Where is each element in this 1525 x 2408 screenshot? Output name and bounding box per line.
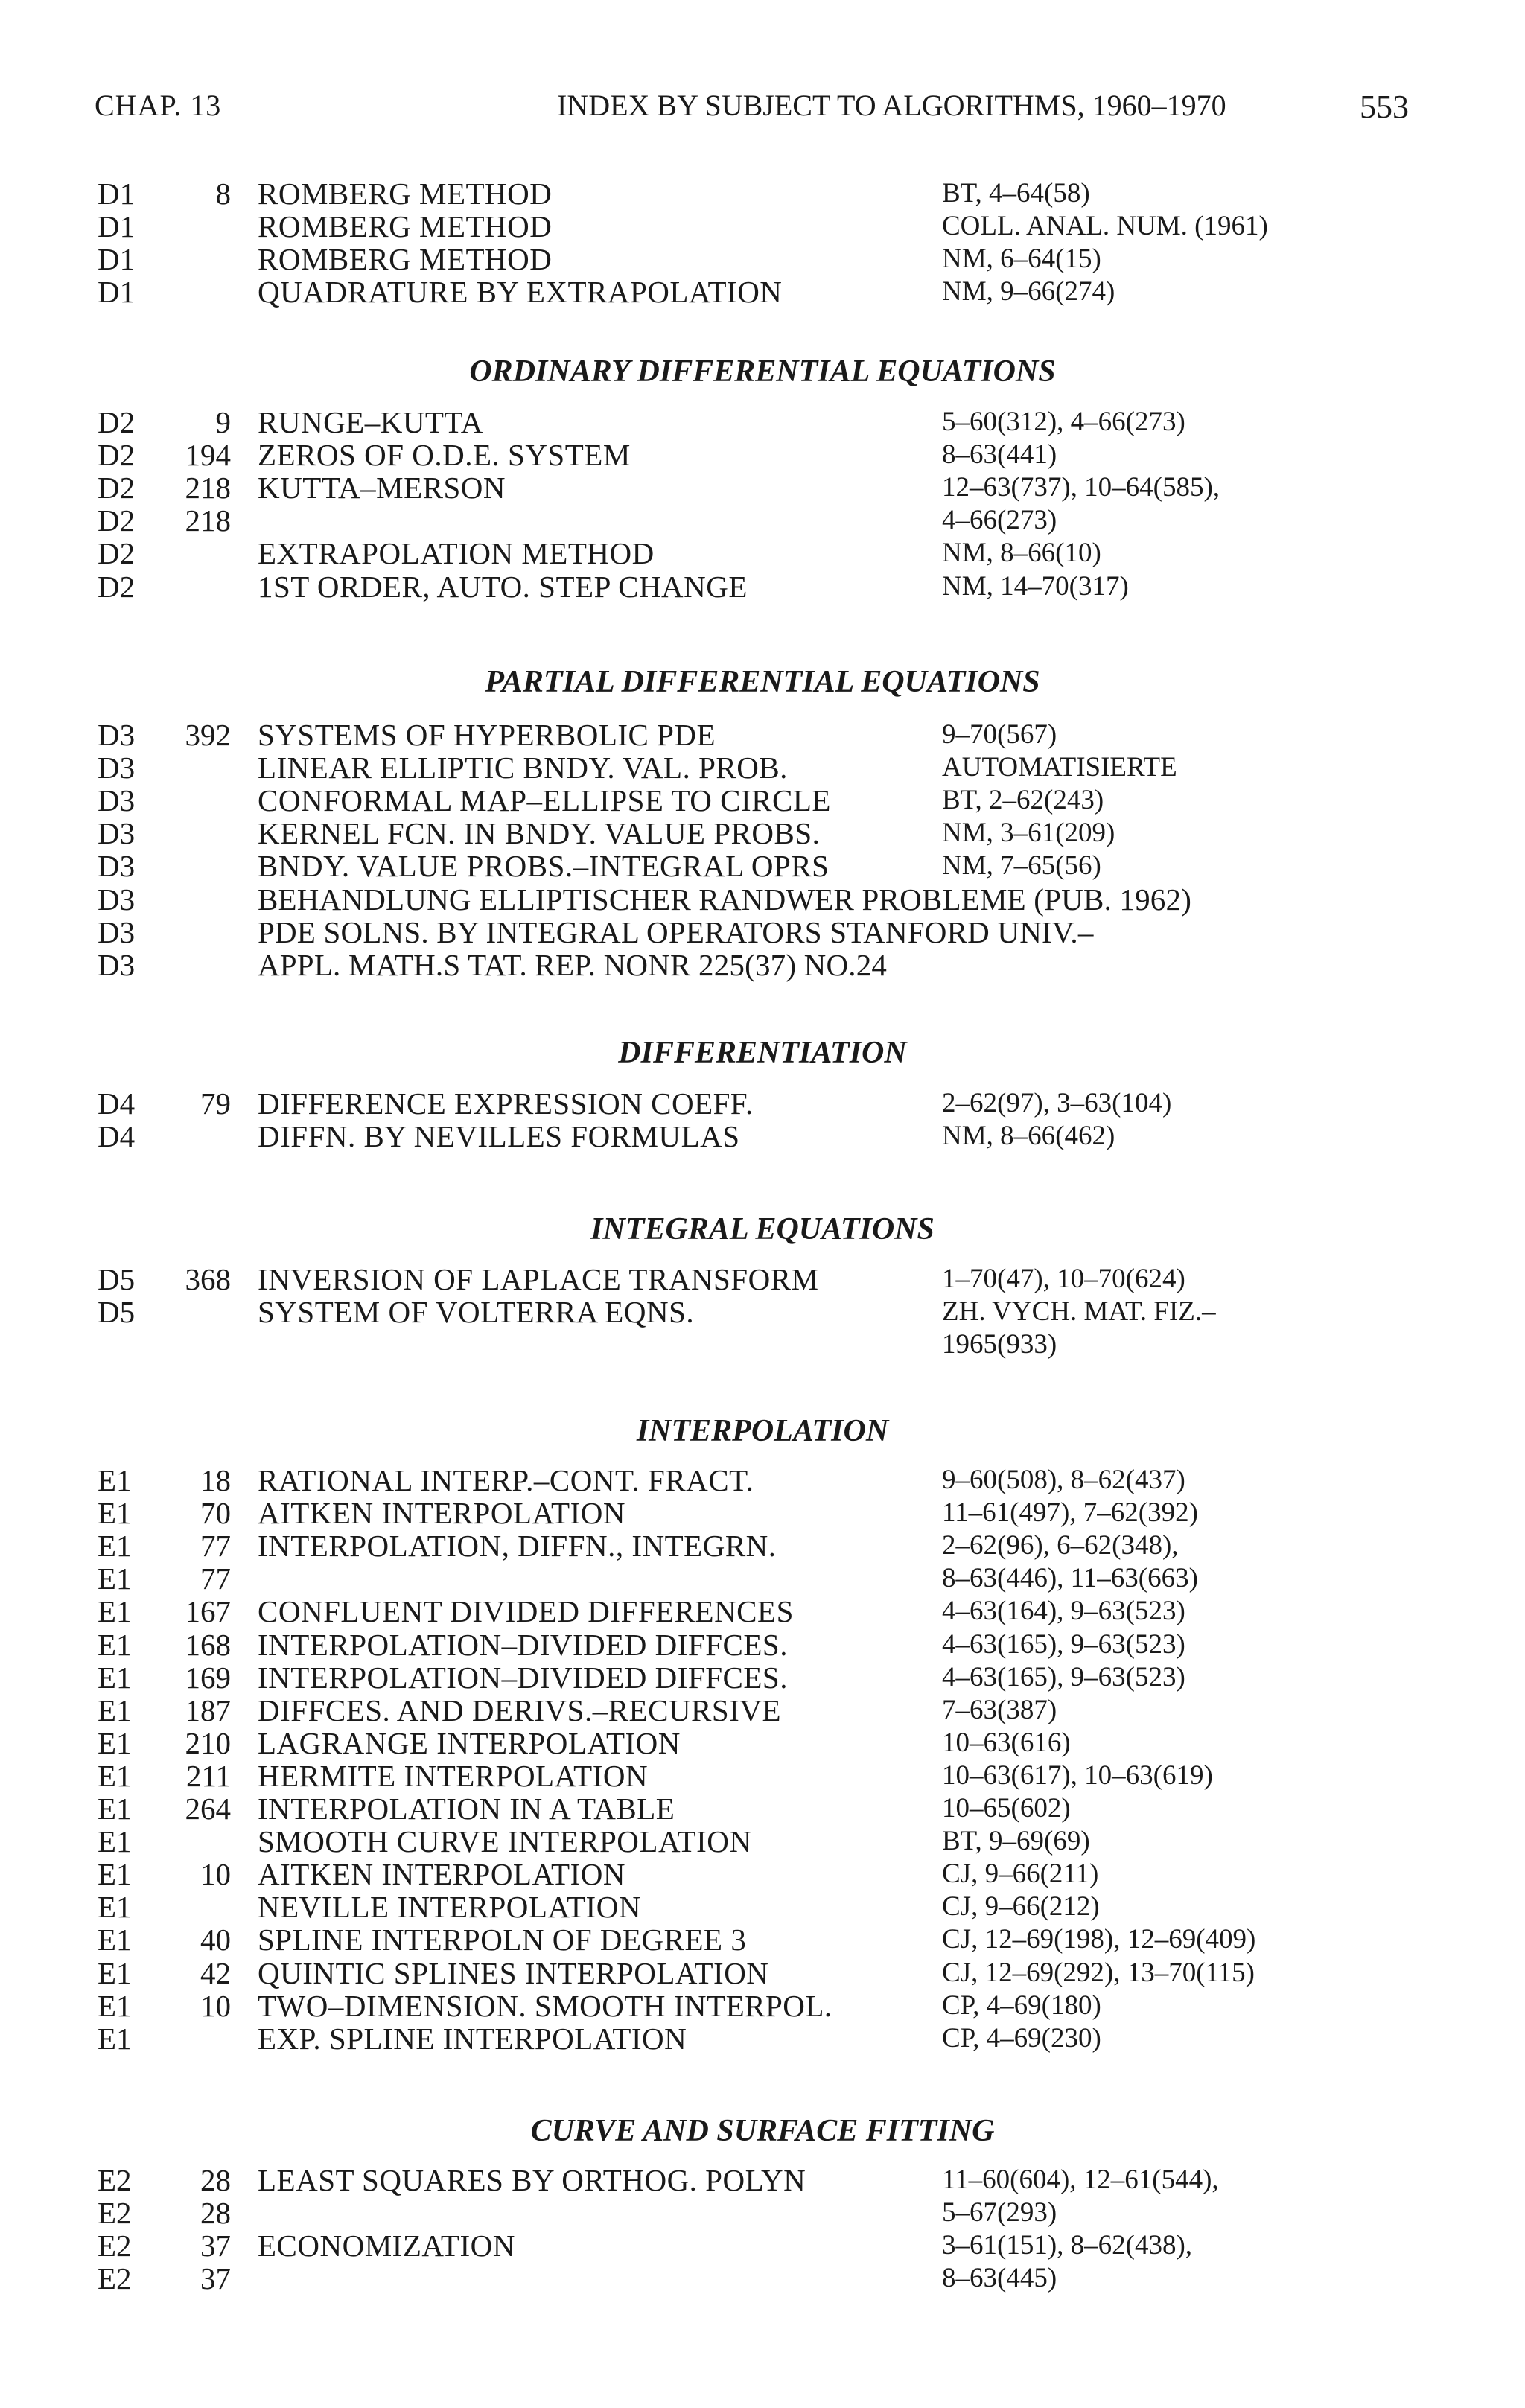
entry-reference: BT, 4–64(58) xyxy=(942,178,1090,208)
entry-number: 169 xyxy=(185,1660,231,1695)
entry-reference: NM, 14–70(317) xyxy=(942,570,1129,602)
entry-title: ROMBERG METHOD xyxy=(258,176,553,211)
index-entry xyxy=(0,1087,1525,1120)
entry-reference: 8–63(445) xyxy=(942,2263,1057,2294)
index-entry xyxy=(0,817,1525,850)
index-entry xyxy=(0,1661,1525,1694)
entry-code: D1 xyxy=(98,209,136,244)
entry-reference: 4–63(165), 9–63(523) xyxy=(942,1661,1185,1692)
entry-title: ECONOMIZATION xyxy=(258,2229,515,2264)
index-entry xyxy=(0,1464,1525,1497)
index-entry xyxy=(0,243,1525,275)
entry-title: AITKEN INTERPOLATION xyxy=(258,1857,625,1892)
entry-number: 77 xyxy=(200,1561,231,1596)
entry-reference: BT, 9–69(69) xyxy=(942,1826,1090,1857)
index-entry xyxy=(0,1628,1525,1661)
index-entry xyxy=(0,1727,1525,1759)
page-number: 553 xyxy=(1360,89,1409,125)
entry-title: KUTTA–MERSON xyxy=(258,471,506,506)
entry-code: D3 xyxy=(98,816,136,851)
entry-number: 77 xyxy=(200,1529,231,1564)
entry-reference: BT, 2–62(243) xyxy=(942,785,1104,816)
index-entry xyxy=(0,2229,1525,2262)
section-heading: ORDINARY DIFFERENTIAL EQUATIONS xyxy=(469,354,1056,389)
entry-code: E1 xyxy=(98,1857,132,1892)
entry-number: 28 xyxy=(200,2163,231,2197)
entry-title: 1ST ORDER, AUTO. STEP CHANGE xyxy=(258,569,748,604)
entry-title: INVERSION OF LAPLACE TRANSFORM xyxy=(258,1262,819,1296)
entry-number: 10 xyxy=(200,1857,231,1892)
entry-number: 187 xyxy=(185,1692,231,1727)
entry-number: 368 xyxy=(185,1262,231,1296)
entry-reference: COLL. ANAL. NUM. (1961) xyxy=(942,211,1268,242)
entry-reference: 9–60(508), 8–62(437) xyxy=(942,1465,1185,1495)
entry-number: 42 xyxy=(200,1955,231,1990)
entry-reference: 1–70(47), 10–70(624) xyxy=(942,1264,1185,1294)
entry-title: ZEROS OF O.D.E. SYSTEM xyxy=(258,438,631,473)
entry-reference: NM, 8–66(462) xyxy=(942,1121,1115,1152)
entry-number: 218 xyxy=(185,471,231,506)
entry-title: QUINTIC SPLINES INTERPOLATION xyxy=(258,1955,769,1990)
entry-title: SYSTEM OF VOLTERRA EQNS. xyxy=(258,1295,695,1330)
entry-code: E1 xyxy=(98,1824,132,1859)
entry-code: D3 xyxy=(98,751,136,786)
index-entry xyxy=(0,784,1525,817)
index-entry xyxy=(0,1923,1525,1956)
entry-code: E1 xyxy=(98,1758,132,1793)
entry-title: KERNEL FCN. IN BNDY. VALUE PROBS. xyxy=(258,816,821,851)
entry-reference: 5–67(293) xyxy=(942,2197,1057,2229)
index-entry xyxy=(0,1529,1525,1562)
entry-title: INTERPOLATION IN A TABLE xyxy=(258,1791,675,1826)
entry-reference: NM, 6–64(15) xyxy=(942,243,1101,275)
entry-title: CONFLUENT DIVIDED DIFFERENCES xyxy=(258,1594,794,1629)
index-entry xyxy=(0,1562,1525,1595)
running-title: INDEX BY SUBJECT TO ALGORITHMS, 1960–1970 xyxy=(557,89,1226,122)
entry-number: 8 xyxy=(215,176,231,211)
entry-reference: 2–62(96), 6–62(348), xyxy=(942,1530,1179,1561)
entry-title: LAGRANGE INTERPOLATION xyxy=(258,1725,681,1760)
entry-code: E1 xyxy=(98,1594,132,1629)
entry-reference: CJ, 9–66(212) xyxy=(942,1891,1100,1923)
entry-reference: 8–63(446), 11–63(663) xyxy=(942,1563,1198,1594)
running-header xyxy=(0,88,1525,133)
entry-title: SMOOTH CURVE INTERPOLATION xyxy=(258,1824,752,1859)
entry-title: RATIONAL INTERP.–CONT. FRACT. xyxy=(258,1463,754,1497)
entry-reference: CP, 4–69(230) xyxy=(942,2022,1101,2054)
entry-number: 37 xyxy=(200,2229,231,2264)
entry-reference: ZH. VYCH. MAT. FIZ.– xyxy=(942,1296,1216,1328)
index-entry xyxy=(0,275,1525,308)
entry-code: E1 xyxy=(98,1923,132,1958)
entry-title: DIFFERENCE EXPRESSION COEFF. xyxy=(258,1086,754,1121)
index-entry xyxy=(0,1263,1525,1296)
index-entry xyxy=(0,916,1525,949)
index-entry xyxy=(0,719,1525,751)
entry-reference: NM, 3–61(209) xyxy=(942,818,1115,849)
entry-number: 392 xyxy=(185,718,231,752)
index-entry xyxy=(0,1957,1525,1990)
index-entry xyxy=(0,406,1525,439)
entry-code: D5 xyxy=(98,1295,136,1330)
index-entry xyxy=(0,751,1525,784)
entry-code: E2 xyxy=(98,2261,132,2296)
entry-code: D4 xyxy=(98,1119,136,1154)
entry-title: EXP. SPLINE INTERPOLATION xyxy=(258,2021,687,2056)
entry-reference: AUTOMATISIERTE xyxy=(942,752,1177,783)
entry-title: EXTRAPOLATION METHOD xyxy=(258,536,655,571)
entry-number: 70 xyxy=(200,1496,231,1531)
index-entry xyxy=(0,1595,1525,1628)
entry-code: D3 xyxy=(98,882,136,917)
entry-title: RUNGE–KUTTA xyxy=(258,405,483,439)
section-heading: CURVE AND SURFACE FITTING xyxy=(530,2114,995,2148)
entry-number: 10 xyxy=(200,1988,231,2023)
entry-code: D2 xyxy=(98,471,136,506)
entry-reference: 4–63(165), 9–63(523) xyxy=(942,1628,1185,1660)
entry-number: 18 xyxy=(200,1463,231,1497)
entry-reference: 4–66(273) xyxy=(942,505,1057,536)
index-entry xyxy=(0,210,1525,243)
entry-title: BEHANDLUNG ELLIPTISCHER RANDWER PROBLEME (PUB. 1962) xyxy=(258,882,1192,917)
entry-code: D3 xyxy=(98,849,136,884)
entry-code: D2 xyxy=(98,405,136,439)
chapter-label: CHAP. 13 xyxy=(95,89,222,122)
index-entry xyxy=(0,1891,1525,1923)
entry-code: D2 xyxy=(98,503,136,538)
entry-number: 40 xyxy=(200,1923,231,1958)
section-heading: DIFFERENTIATION xyxy=(618,1036,907,1070)
entry-reference: CJ, 9–66(211) xyxy=(942,1858,1099,1890)
entry-title: PDE SOLNS. BY INTEGRAL OPERATORS STANFORD UNIV.– xyxy=(258,914,1094,949)
entry-title: TWO–DIMENSION. SMOOTH INTERPOL. xyxy=(258,1988,832,2023)
entry-code: E2 xyxy=(98,2163,132,2197)
entry-reference: 4–63(164), 9–63(523) xyxy=(942,1596,1185,1627)
entry-title: HERMITE INTERPOLATION xyxy=(258,1758,649,1793)
index-entry xyxy=(0,1694,1525,1727)
entry-title: APPL. MATH.S TAT. REP. NONR 225(37) NO.24 xyxy=(258,947,888,982)
entry-code: E1 xyxy=(98,1627,132,1662)
section-heading: INTERPOLATION xyxy=(636,1414,889,1448)
entry-code: E1 xyxy=(98,1955,132,1990)
entry-reference: 1965(933) xyxy=(942,1329,1057,1360)
entry-code: E1 xyxy=(98,1725,132,1760)
index-entry xyxy=(0,883,1525,916)
entry-number: 210 xyxy=(185,1725,231,1760)
index-entry xyxy=(0,1792,1525,1825)
section-heading: PARTIAL DIFFERENTIAL EQUATIONS xyxy=(485,665,1040,699)
entry-title: INTERPOLATION, DIFFN., INTEGRN. xyxy=(258,1529,777,1564)
entry-title: INTERPOLATION–DIVIDED DIFFCES. xyxy=(258,1627,788,1662)
entry-reference: NM, 8–66(10) xyxy=(942,538,1101,569)
entry-number: 9 xyxy=(215,405,231,439)
entry-reference: 11–61(497), 7–62(392) xyxy=(942,1497,1198,1529)
entry-number: 28 xyxy=(200,2196,231,2231)
entry-reference: 10–63(616) xyxy=(942,1727,1071,1758)
entry-title: NEVILLE INTERPOLATION xyxy=(258,1890,641,1925)
entry-reference: CJ, 12–69(198), 12–69(409) xyxy=(942,1924,1256,1955)
entry-number: 37 xyxy=(200,2261,231,2296)
entry-reference: 9–70(567) xyxy=(942,719,1057,750)
index-entry xyxy=(0,504,1525,537)
entry-code: E1 xyxy=(98,1988,132,2023)
entry-title: QUADRATURE BY EXTRAPOLATION xyxy=(258,275,783,310)
entry-code: E1 xyxy=(98,1529,132,1564)
entry-code: D3 xyxy=(98,783,136,818)
index-entry xyxy=(0,850,1525,882)
index-entry xyxy=(0,1328,1525,1361)
index-entry xyxy=(0,1120,1525,1153)
index-entry xyxy=(0,1759,1525,1792)
index-entry xyxy=(0,570,1525,603)
entry-code: D2 xyxy=(98,438,136,473)
entry-reference: NM, 9–66(274) xyxy=(942,276,1115,308)
entry-title: DIFFCES. AND DERIVS.–RECURSIVE xyxy=(258,1692,781,1727)
entry-code: E1 xyxy=(98,1561,132,1596)
entry-reference: 2–62(97), 3–63(104) xyxy=(942,1088,1172,1118)
entry-number: 218 xyxy=(185,503,231,538)
entry-code: D3 xyxy=(98,947,136,982)
entry-code: E2 xyxy=(98,2196,132,2231)
entry-title: BNDY. VALUE PROBS.–INTEGRAL OPRS xyxy=(258,849,830,884)
entry-number: 79 xyxy=(200,1086,231,1121)
entry-reference: 11–60(604), 12–61(544), xyxy=(942,2165,1219,2195)
entry-title: ROMBERG METHOD xyxy=(258,242,553,277)
entry-code: D2 xyxy=(98,536,136,571)
index-entry xyxy=(0,2197,1525,2229)
entry-code: D3 xyxy=(98,914,136,949)
entry-code: E1 xyxy=(98,1463,132,1497)
entry-title: DIFFN. BY NEVILLES FORMULAS xyxy=(258,1119,740,1154)
index-entry xyxy=(0,439,1525,471)
index-entry xyxy=(0,949,1525,981)
entry-reference: 7–63(387) xyxy=(942,1694,1057,1725)
entry-code: D2 xyxy=(98,569,136,604)
entry-code: E1 xyxy=(98,1791,132,1826)
entry-title: LEAST SQUARES BY ORTHOG. POLYN xyxy=(258,2163,806,2197)
index-entry xyxy=(0,2262,1525,2295)
section-heading: INTEGRAL EQUATIONS xyxy=(590,1212,935,1246)
index-entry xyxy=(0,1858,1525,1891)
entry-code: D3 xyxy=(98,718,136,752)
entry-code: D1 xyxy=(98,176,136,211)
entry-reference: 10–63(617), 10–63(619) xyxy=(942,1759,1213,1791)
entry-title: SPLINE INTERPOLN OF DEGREE 3 xyxy=(258,1923,747,1958)
entry-code: E1 xyxy=(98,1692,132,1727)
entry-title: INTERPOLATION–DIVIDED DIFFCES. xyxy=(258,1660,788,1695)
index-entry xyxy=(0,1296,1525,1328)
entry-number: 211 xyxy=(186,1758,231,1793)
index-entry xyxy=(0,177,1525,210)
entry-code: E2 xyxy=(98,2229,132,2264)
index-entry xyxy=(0,1825,1525,1858)
entry-title: AITKEN INTERPOLATION xyxy=(258,1496,625,1531)
entry-number: 167 xyxy=(185,1594,231,1629)
entry-number: 168 xyxy=(185,1627,231,1662)
entry-reference: 5–60(312), 4–66(273) xyxy=(942,407,1185,437)
entry-code: E1 xyxy=(98,1660,132,1695)
entry-title: CONFORMAL MAP–ELLIPSE TO CIRCLE xyxy=(258,783,831,818)
index-entry xyxy=(0,471,1525,504)
entry-reference: CJ, 12–69(292), 13–70(115) xyxy=(942,1957,1255,1988)
index-entry xyxy=(0,1497,1525,1529)
index-entry xyxy=(0,1990,1525,2022)
entry-code: D1 xyxy=(98,242,136,277)
entry-reference: CP, 4–69(180) xyxy=(942,1990,1101,2021)
entry-reference: 3–61(151), 8–62(438), xyxy=(942,2230,1193,2261)
index-entry xyxy=(0,2022,1525,2055)
entry-code: E1 xyxy=(98,1496,132,1531)
entry-code: D1 xyxy=(98,275,136,310)
entry-reference: 8–63(441) xyxy=(942,439,1057,471)
entry-code: E1 xyxy=(98,1890,132,1925)
entry-reference: NM, 7–65(56) xyxy=(942,850,1101,882)
entry-number: 194 xyxy=(185,438,231,473)
entry-code: D4 xyxy=(98,1086,136,1121)
entry-number: 264 xyxy=(185,1791,231,1826)
entry-code: D5 xyxy=(98,1262,136,1296)
entry-title: SYSTEMS OF HYPERBOLIC PDE xyxy=(258,718,716,752)
entry-code: E1 xyxy=(98,2021,132,2056)
entry-reference: 10–65(602) xyxy=(942,1793,1071,1823)
index-entry xyxy=(0,537,1525,570)
entry-reference: 12–63(737), 10–64(585), xyxy=(942,472,1220,503)
index-entry xyxy=(0,2164,1525,2197)
entry-title: ROMBERG METHOD xyxy=(258,209,553,244)
entry-title: LINEAR ELLIPTIC BNDY. VAL. PROB. xyxy=(258,751,788,786)
